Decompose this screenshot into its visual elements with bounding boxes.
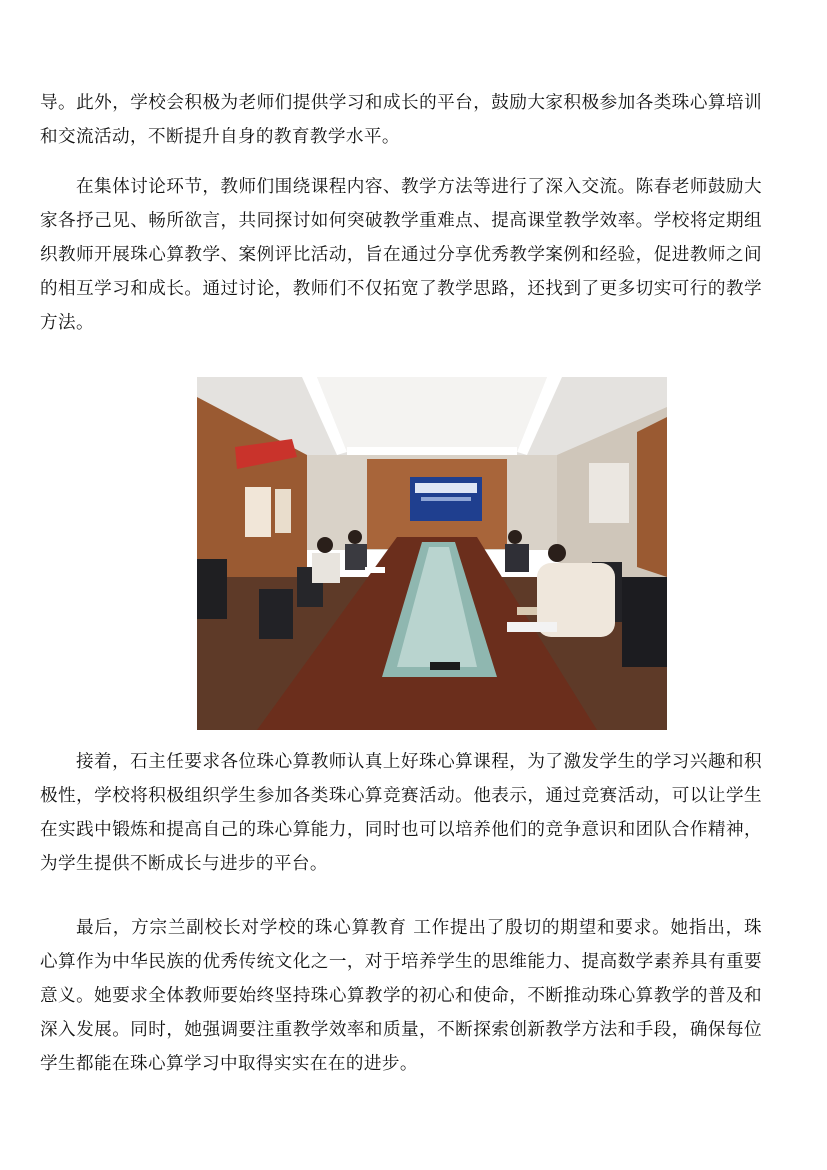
paragraph-3: 接着，石主任要求各位珠心算教师认真上好珠心算课程，为了激发学生的学习兴趣和积极性，学校将积极组织学生参加各类珠心算竞赛活动。他表示，通过竞赛活动，可以让学生在实践中锻炼和提高自己的珠心算能力，同时也可以培养他们的竞争意识和团队合作精神，为学生提供不断成长与进步的平台。 (40, 752, 762, 874)
paragraph-1: 导。此外，学校会积极为老师们提供学习和成长的平台，鼓励大家积极参加各类珠心算培训和交流活动，不断提升自身的教育教学水平。 (40, 93, 762, 147)
paragraph-4: 最后，方宗兰副校长对学校的珠心算教育 工作提出了殷切的期望和要求。她指出，珠心算作为中华民族的优秀传统文化之一，对于培养学生的思维能力、提高数学素养具有重要意义。她要求全体教师要始终坚持珠心算教学的初心和使命，不断推动珠心算教学的普及和深入发展。同时，她强调要注重教学效率和质量，不断探索创新教学方法和手段，确保每位学生都能在珠心算学习中取得实实在在的进步。 (40, 918, 762, 1074)
paragraph-2: 在集体讨论环节，教师们围绕课程内容、教学方法等进行了深入交流。陈春老师鼓励大家各抒己见、畅所欲言，共同探讨如何突破教学重难点、提高课堂教学效率。学校将定期组织教师开展珠心算教学、案例评比活动，旨在通过分享优秀教学案例和经验，促进教师之间的相互学习和成长。通过讨论，教师们不仅拓宽了教学思路，还找到了更多切实可行的教学方法。 (40, 177, 762, 333)
meeting-room-photo (197, 377, 667, 730)
